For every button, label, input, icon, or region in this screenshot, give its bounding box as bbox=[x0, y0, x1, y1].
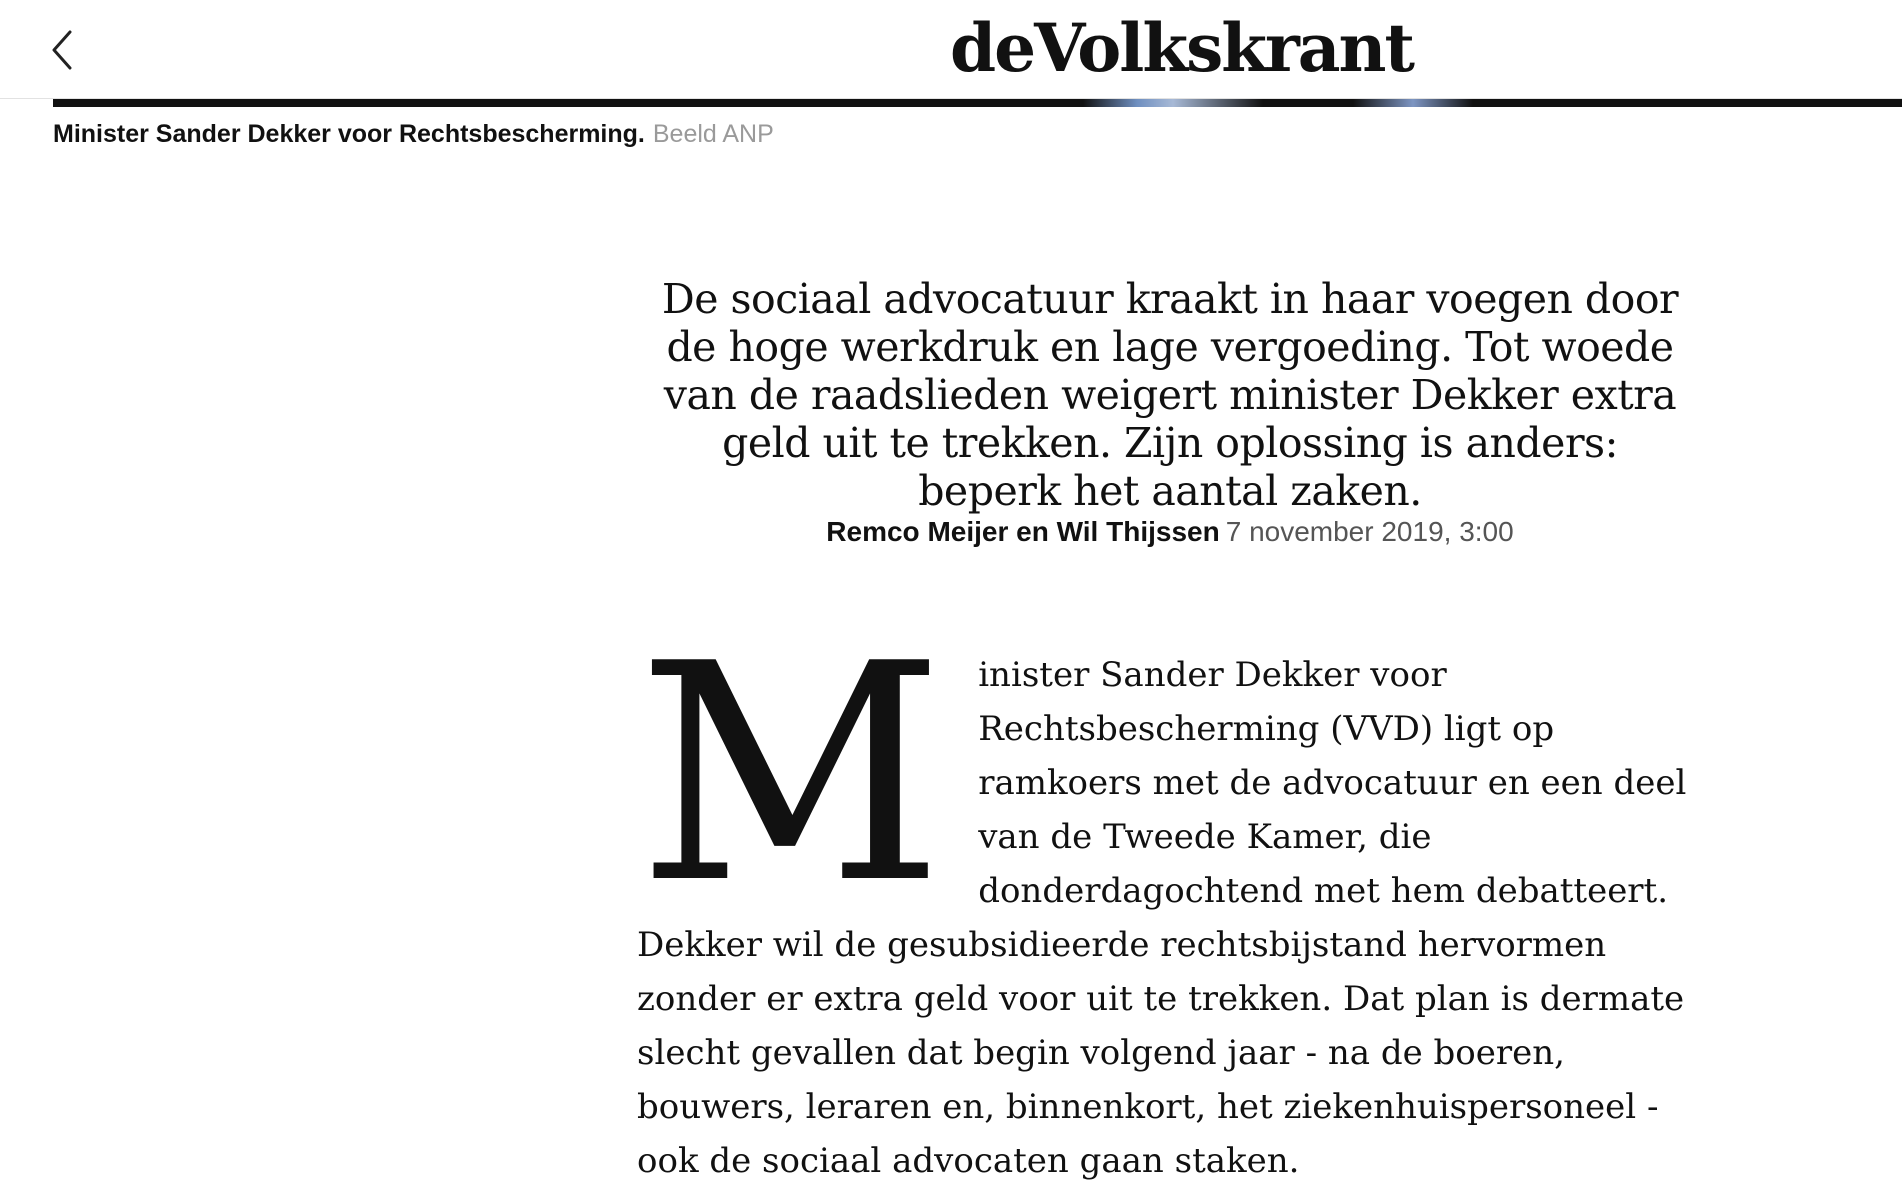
byline bbox=[660, 516, 1680, 548]
article-intro: De sociaal advocatuur kraakt in haar voegen door de hoge werkdruk en lage vergoeding. Tot woede van de raadslieden weigert minister Dekker extra geld uit te trekken. Zijn oplossing is anders: beperk het aantal zaken. bbox=[661, 275, 1679, 515]
article-date: 7 november 2019, 3:00 bbox=[1225, 516, 1514, 547]
article-body bbox=[637, 600, 1717, 1188]
hero-image-bottom-edge bbox=[53, 99, 1902, 107]
chevron-left-icon bbox=[51, 30, 73, 70]
photo-caption bbox=[53, 120, 774, 149]
drop-cap: M bbox=[637, 600, 945, 949]
article-authors[interactable]: Remco Meijer en Wil Thijssen bbox=[826, 516, 1220, 547]
photo-credit: Beeld ANP bbox=[652, 120, 774, 148]
back-button[interactable] bbox=[40, 22, 84, 78]
caption-text: Minister Sander Dekker voor Rechtsbescherming. bbox=[53, 120, 645, 148]
body-paragraph: inister Sander Dekker voor Rechtsbescherming (VVD) ligt op ramkoers met de advocatuur en een deel van de Tweede Kamer, die donderdagochtend met hem debatteert. Dekker wil de gesubsidieerde rechtsbijstand hervormen zonder er extra geld voor uit te trekken. Dat plan is dermate slecht gevallen dat begin volgend jaar - na de boeren, bouwers, leraren en, binnenkort, het ziekenhuispersoneel - ook de sociaal advocaten gaan staken. bbox=[637, 655, 1687, 1181]
top-bar bbox=[0, 0, 1902, 99]
site-logo[interactable]: deVolkskrant bbox=[950, 9, 1414, 87]
